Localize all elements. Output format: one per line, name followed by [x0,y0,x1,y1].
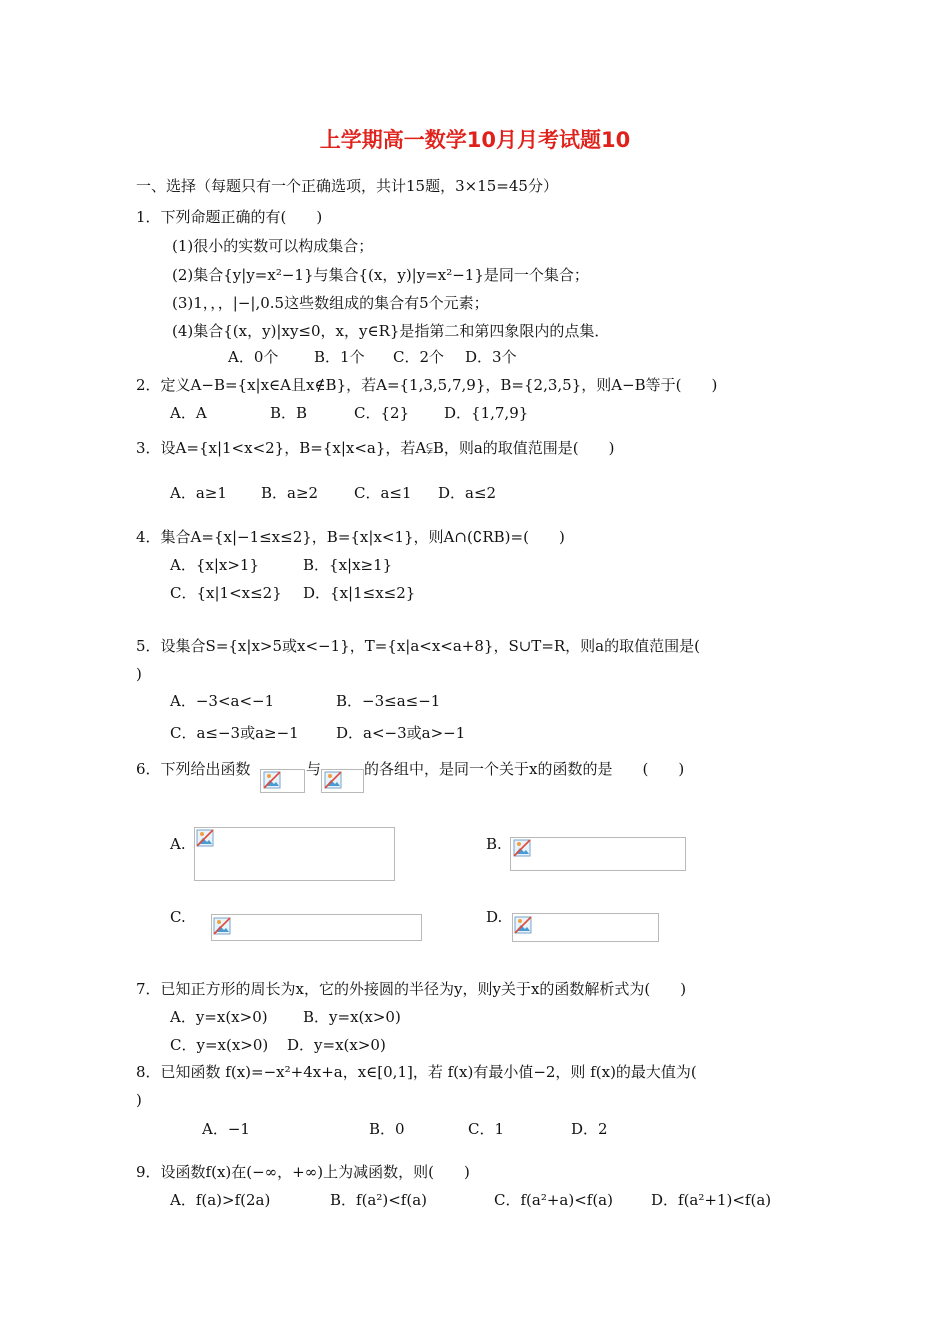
q7-option-b: B．y=x(x>0) [303,1008,401,1026]
q8-option-d: D．2 [571,1120,608,1138]
q3-option-b: B．a≥2 [261,484,319,502]
q8-option-b: B．0 [369,1120,405,1138]
q6-option-c-label: C. [170,908,186,926]
q9-option-b: B．f(a²)<f(a) [330,1191,428,1209]
q2-option-d: D．{1,7,9} [444,404,529,422]
q3-stem: 3．设A={x|1<x<2}，B={x|x<a}，若A⫋B，则a的取值范围是( ) [136,439,615,457]
q4-stem: 4．集合A={x|−1≤x≤2}，B={x|x<1}，则A∩(∁RB)=( ) [136,528,565,546]
q5-option-c: C．a≤−3或a≥−1 [170,724,299,742]
q6-stem-b: 与 [306,760,322,778]
q5-option-a: A．−3<a<−1 [170,692,275,710]
q9-option-c: C．f(a²+a)<f(a) [494,1191,613,1209]
broken-image-icon [324,771,342,789]
q6-stem-c: 的各组中，是同一个关于x的函数的是 ( ) [364,760,685,778]
broken-image-icon [263,771,281,789]
q1-option-c: C．2个 [393,348,445,366]
q1-option-b: B．1个 [314,348,365,366]
q6-option-b-label: B. [486,835,502,853]
q1-statement-3: (3)1，，，|−|,0.5这些数组成的集合有5个元素； [172,294,489,312]
q7-stem: 7．已知正方形的周长为x，它的外接圆的半径为y，则y关于x的函数解析式为( ) [136,980,687,998]
q8-stem-cont: ) [136,1091,142,1109]
q6-option-d-label: D. [486,908,503,926]
broken-image-icon [213,917,231,935]
section-heading: 一、选择（每题只有一个正确选项，共计15题，3×15=45分） [136,177,558,195]
q6-stem-a: 6．下列给出函数 [136,760,251,778]
q9-option-a: A．f(a)>f(2a) [170,1191,271,1209]
q1-statement-1: (1)很小的实数可以构成集合； [172,237,374,255]
q6-option-a-label: A. [170,835,186,853]
q2-option-b: B．B [270,404,308,422]
q5-stem-cont: ) [136,665,142,683]
q3-option-c: C．a≤1 [354,484,412,502]
q6-option-d-image [512,913,659,942]
q7-option-d: D．y=x(x>0) [287,1036,386,1054]
q4-option-b: B．{x|x≥1} [303,556,393,574]
q6-option-b-image [510,837,686,871]
q2-stem: 2．定义A−B={x|x∈A且x∉B}，若A={1,3,5,7,9}，B={2,3,5}，则A−B等于( ) [136,376,718,394]
q1-option-a: A．0个 [228,348,279,366]
broken-image-icon [513,839,531,857]
q8-stem: 8．已知函数 f(x)=−x²+4x+a，x∈[0,1]，若 f(x)有最小值−2，则 f(x)的最大值为( [136,1063,697,1081]
q9-stem: 9．设函数f(x)在(−∞，+∞)上为减函数，则( ) [136,1163,470,1181]
q9-option-d: D．f(a²+1)<f(a) [651,1191,772,1209]
q4-option-a: A．{x|x>1} [170,556,260,574]
q8-option-a: A．−1 [202,1120,250,1138]
q6-option-a-image [194,827,395,881]
broken-image-icon [196,829,214,847]
q6-formula-f-image [260,769,305,793]
q4-option-c: C．{x|1<x≤2} [170,584,282,602]
q1-statement-4: (4)集合{(x，y)|xy≤0，x，y∈R}是指第二和第四象限内的点集． [172,322,610,340]
q7-option-a: A．y=x(x>0) [170,1008,268,1026]
q5-stem: 5．设集合S={x|x>5或x<−1}，T={x|a<x<a+8}，S∪T=R，则a的取值范围是( [136,637,700,655]
q4-option-d: D．{x|1≤x≤2} [303,584,416,602]
q6-option-c-image [211,914,422,941]
q5-option-b: B．−3≤a≤−1 [336,692,441,710]
q3-option-d: D．a≤2 [438,484,497,502]
q1-stem: 1．下列命题正确的有( ) [136,208,323,226]
q7-option-c: C．y=x(x>0) [170,1036,269,1054]
q2-option-c: C．{2} [354,404,410,422]
q8-option-c: C．1 [468,1120,505,1138]
page-title: 上学期高一数学10月月考试题10 [319,128,631,152]
broken-image-icon [514,916,532,934]
q1-statement-2: (2)集合{y|y=x²−1}与集合{(x，y)|y=x²−1}是同一个集合； [172,266,589,284]
q2-option-a: A．A [170,404,207,422]
q6-formula-g-image [321,769,364,793]
q1-option-d: D．3个 [465,348,517,366]
q5-option-d: D．a<−3或a>−1 [336,724,466,742]
q3-option-a: A．a≥1 [170,484,227,502]
